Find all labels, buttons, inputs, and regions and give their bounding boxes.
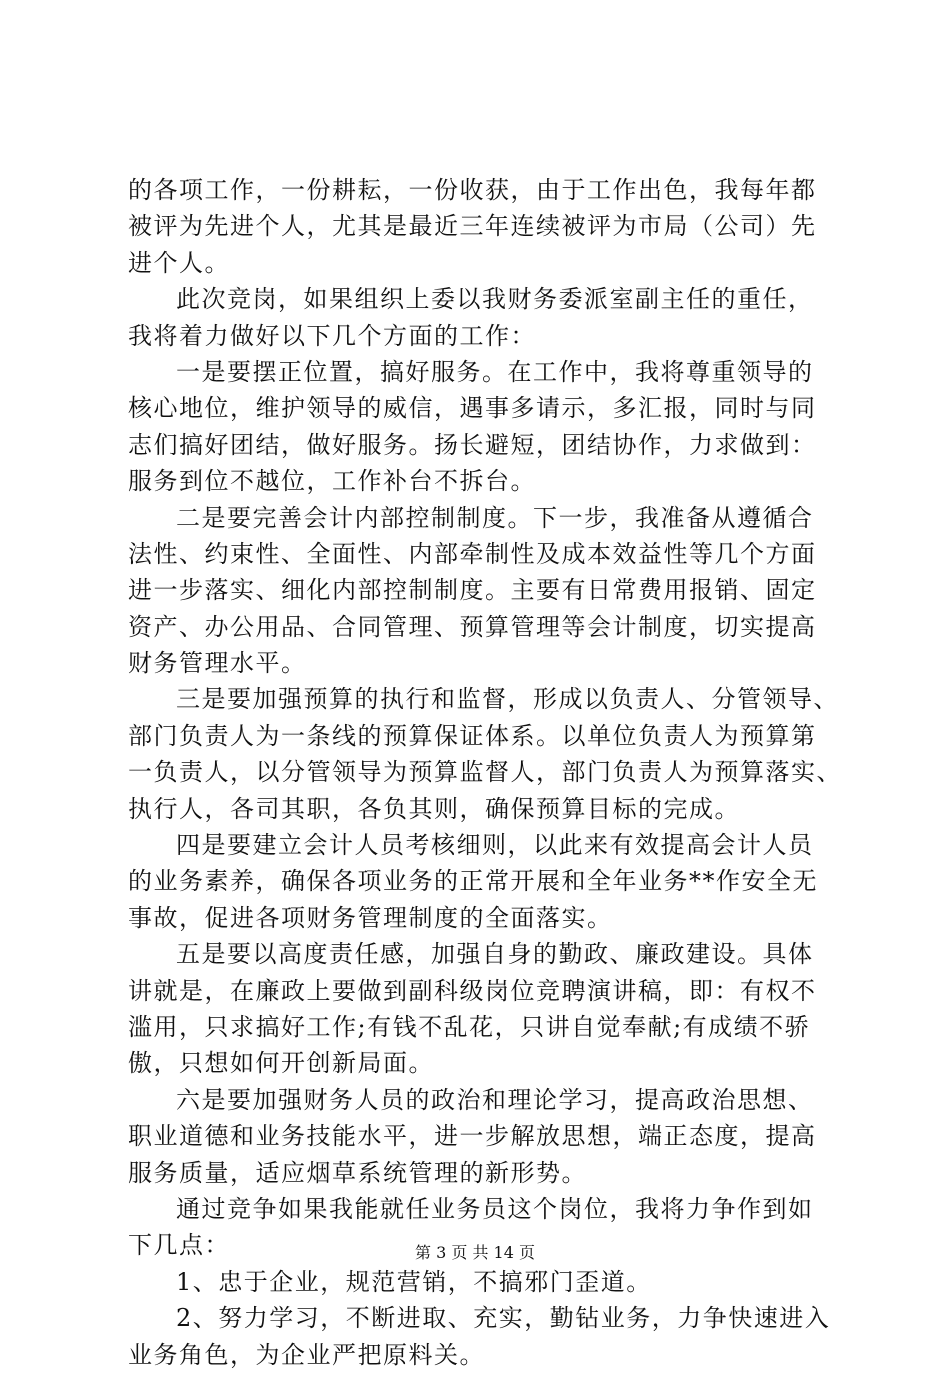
text-line: 业务角色，为企业严把原料关。 bbox=[128, 1340, 485, 1369]
text-line: 进一步落实、细化内部控制制度。主要有日常费用报销、固定 bbox=[128, 576, 817, 605]
text-line: 核心地位，维护领导的威信，遇事多请示，多汇报，同时与同 bbox=[128, 394, 817, 423]
text-line: 我将着力做好以下几个方面的工作： bbox=[128, 321, 536, 350]
text-line: 一负责人，以分管领导为预算监督人，部门负责人为预算落实、 bbox=[128, 758, 842, 787]
text-line: 通过竞争如果我能就任业务员这个岗位，我将力争作到如 bbox=[176, 1194, 814, 1223]
text-line: 滥用，只求搞好工作;有钱不乱花，只讲自觉奉献;有成绩不骄 bbox=[128, 1012, 811, 1041]
text-line: 二是要完善会计内部控制制度。下一步，我准备从遵循合 bbox=[176, 503, 814, 532]
text-line: 进个人。 bbox=[128, 248, 230, 277]
text-line: 六是要加强财务人员的政治和理论学习，提高政治思想、 bbox=[176, 1085, 814, 1114]
text-line: 三是要加强预算的执行和监督，形成以负责人、分管领导、 bbox=[176, 685, 839, 714]
text-line: 一是要摆正位置，搞好服务。在工作中，我将尊重领导的 bbox=[176, 357, 814, 386]
body-text bbox=[128, 172, 842, 1373]
text-line: 讲就是，在廉政上要做到副科级岗位竞聘演讲稿，即：有权不 bbox=[128, 976, 817, 1005]
text-line: 服务到位不越位，工作补台不拆台。 bbox=[128, 467, 536, 496]
text-line: 的业务素养，确保各项业务的正常开展和全年业务**作安全无 bbox=[128, 867, 818, 896]
text-line: 此次竞岗，如果组织上委以我财务委派室副主任的重任， bbox=[176, 285, 814, 314]
text-line: 服务质量，适应烟草系统管理的新形势。 bbox=[128, 1158, 587, 1187]
text-line: 被评为先进个人，尤其是最近三年连续被评为市局（公司）先 bbox=[128, 212, 817, 241]
text-line: 法性、约束性、全面性、内部牵制性及成本效益性等几个方面 bbox=[128, 539, 817, 568]
text-line: 志们搞好团结，做好服务。扬长避短，团结协作，力求做到： bbox=[128, 430, 817, 459]
text-line: 执行人，各司其职，各负其则，确保预算目标的完成。 bbox=[128, 794, 740, 823]
page-footer: 第 3 页 共 14 页 bbox=[415, 1243, 535, 1262]
text-line: 职业道德和业务技能水平，进一步解放思想，端正态度，提高 bbox=[128, 1122, 817, 1151]
text-line: 资产、办公用品、合同管理、预算管理等会计制度，切实提高 bbox=[128, 612, 817, 641]
text-line: 财务管理水平。 bbox=[128, 649, 307, 678]
text-line: 2、努力学习，不断进取、充实，勤钻业务，力争快速进入 bbox=[176, 1304, 831, 1333]
text-line: 四是要建立会计人员考核细则，以此来有效提高会计人员 bbox=[176, 831, 814, 860]
text-line: 1、忠于企业，规范营销，不搞邪门歪道。 bbox=[176, 1267, 652, 1296]
text-line: 傲，只想如何开创新局面。 bbox=[128, 1049, 434, 1078]
text-line: 事故，促进各项财务管理制度的全面落实。 bbox=[128, 903, 613, 932]
text-line: 五是要以高度责任感，加强自身的勤政、廉政建设。具体 bbox=[176, 940, 814, 969]
text-line: 下几点： bbox=[128, 1231, 230, 1260]
text-line: 部门负责人为一条线的预算保证体系。以单位负责人为预算第 bbox=[128, 721, 817, 750]
text-line: 的各项工作，一份耕耘，一份收获，由于工作出色，我每年都 bbox=[128, 176, 817, 204]
